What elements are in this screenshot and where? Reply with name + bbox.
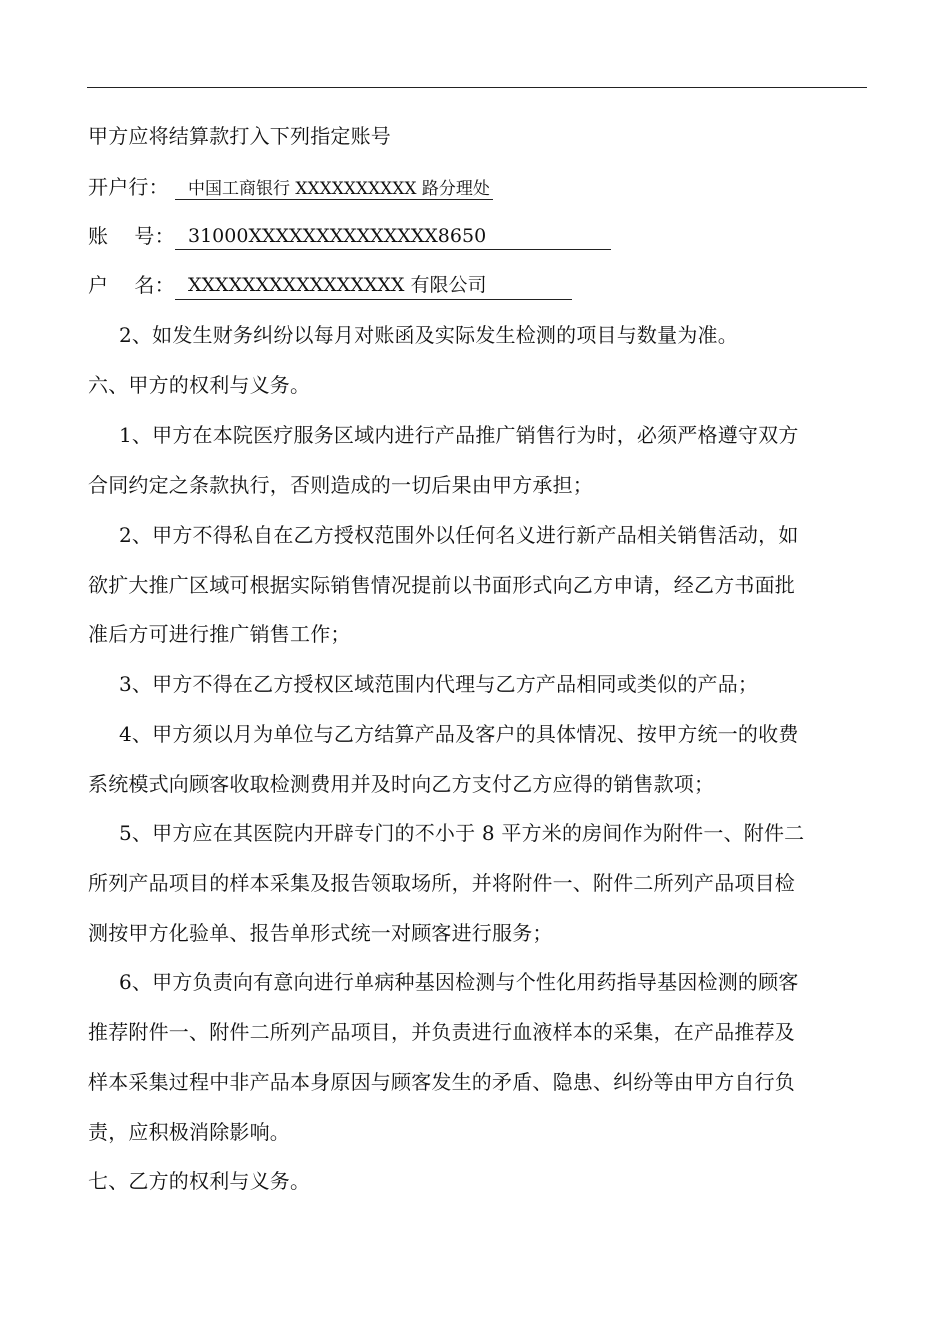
account-label: 账 号： <box>88 224 175 248</box>
paragraph-line: 1、甲方在本院医疗服务区域内进行产品推广销售行为时，必须严格遵守双方 <box>119 423 799 447</box>
account-underline <box>175 249 611 250</box>
paragraph-line: 样本采集过程中非产品本身原因与顾客发生的矛盾、隐患、纠纷等由甲方自行负 <box>88 1070 795 1094</box>
paragraph-line: 4、甲方须以月为单位与乙方结算产品及客户的具体情况、按甲方统一的收费 <box>119 722 799 746</box>
paragraph-line: 欲扩大推广区域可根据实际销售情况提前以书面形式向乙方申请，经乙方书面批 <box>88 573 795 597</box>
account-value: 31000XXXXXXXXXXXXXX8650 <box>188 225 487 247</box>
bank-label: 开户行： <box>88 175 169 199</box>
paragraph-line: 2、如发生财务纠纷以每月对账函及实际发生检测的项目与数量为准。 <box>119 323 738 347</box>
paragraph-line: 5、甲方应在其医院内开辟专门的不小于 8 平方米的房间作为附件一、附件二 <box>119 821 805 845</box>
paragraph-line: 推荐附件一、附件二所列产品项目，并负责进行血液样本的采集，在产品推荐及 <box>88 1020 795 1044</box>
bank-value: 中国工商银行 XXXXXXXXXX 路分理处 <box>188 179 490 199</box>
paragraph-line: 所列产品项目的样本采集及报告领取场所，并将附件一、附件二所列产品项目检 <box>88 871 795 895</box>
paragraph-line: 2、甲方不得私自在乙方授权范围外以任何名义进行新产品相关销售活动，如 <box>119 523 799 547</box>
header-rule <box>87 87 867 88</box>
paragraph-line: 准后方可进行推广销售工作； <box>88 622 351 646</box>
paragraph-line: 责，应积极消除影响。 <box>88 1120 290 1144</box>
section-heading: 六、甲方的权利与义务。 <box>88 373 311 397</box>
holder-label: 户 名： <box>88 273 175 297</box>
paragraph-line: 系统模式向顾客收取检测费用并及时向乙方支付乙方应得的销售款项； <box>88 772 715 796</box>
paragraph-line: 6、甲方负责向有意向进行单病种基因检测与个性化用药指导基因检测的顾客 <box>119 970 799 994</box>
section-heading: 七、乙方的权利与义务。 <box>88 1169 311 1193</box>
holder-value: XXXXXXXXXXXXXXXX 有限公司 <box>188 274 487 296</box>
holder-underline <box>175 299 572 300</box>
paragraph-line: 测按甲方化验单、报告单形式统一对顾客进行服务； <box>88 921 553 945</box>
bank-underline <box>175 199 493 200</box>
intro-line: 甲方应将结算款打入下列指定账号 <box>88 124 391 148</box>
paragraph-line: 合同约定之条款执行，否则造成的一切后果由甲方承担； <box>88 473 593 497</box>
paragraph-line: 3、甲方不得在乙方授权区域范围内代理与乙方产品相同或类似的产品； <box>119 672 759 696</box>
